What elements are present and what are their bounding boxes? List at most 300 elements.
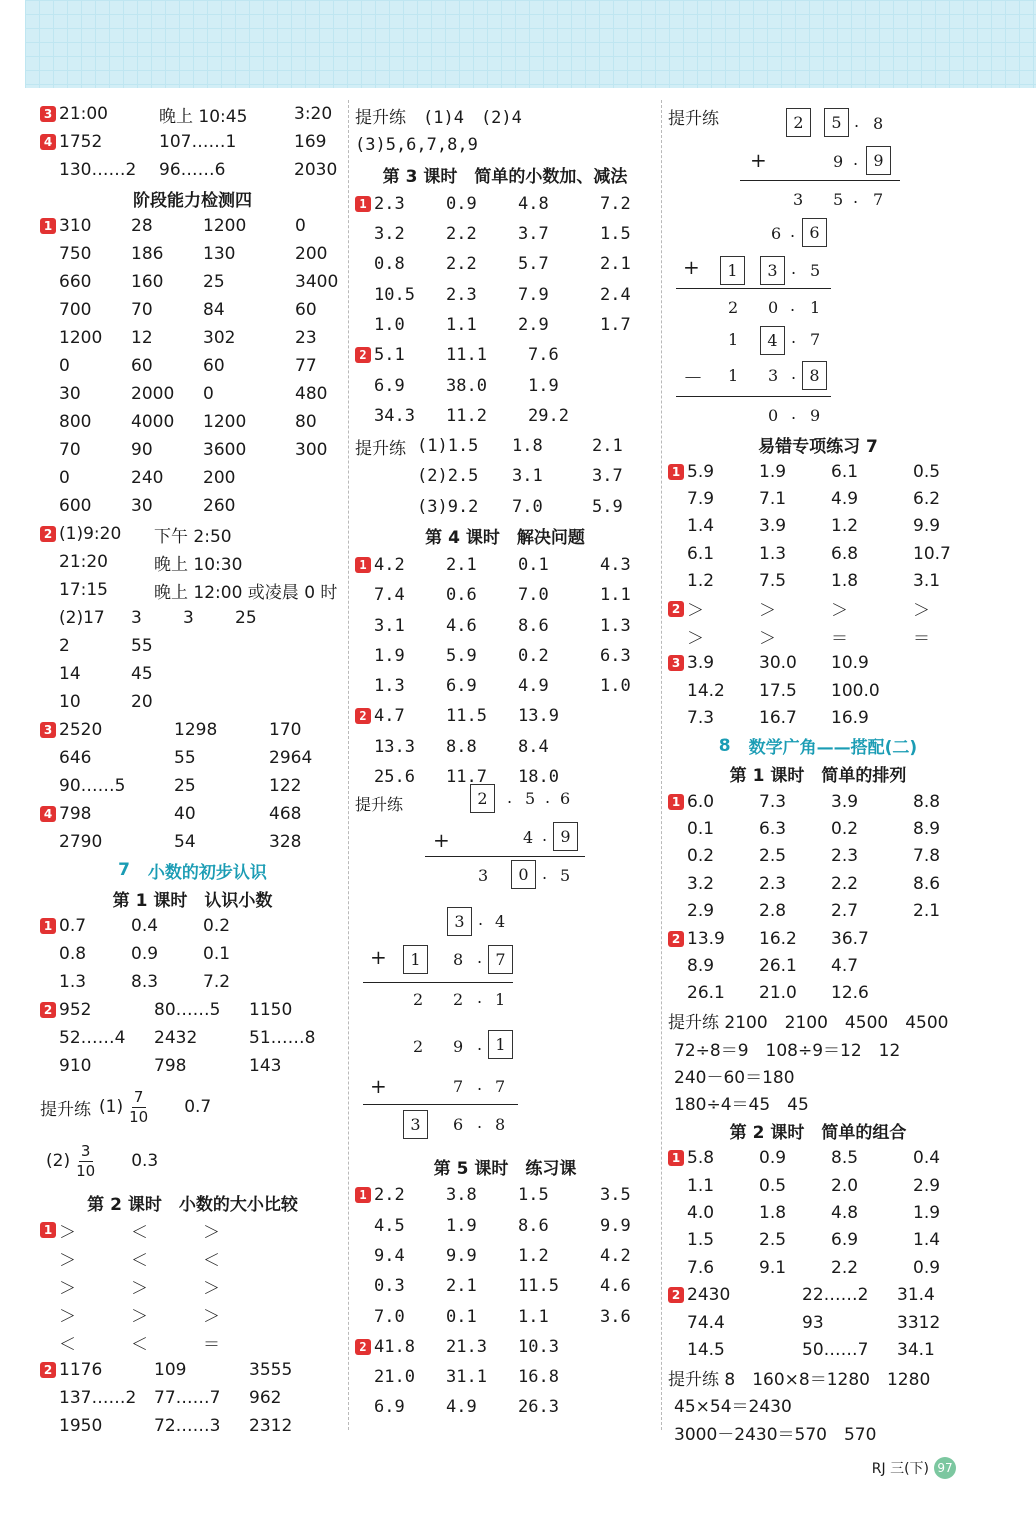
answer-cell: 798: [154, 1056, 187, 1076]
answer-cell: 8.8: [913, 791, 941, 812]
answer-grid: [355, 550, 655, 701]
answer-row: [40, 156, 345, 184]
top-grid-band: [25, 0, 1036, 88]
answer-cell: 4.9: [831, 489, 859, 510]
answer-row: [40, 380, 345, 408]
answer-cell: 1.9: [374, 645, 405, 666]
question-badge: 1: [355, 196, 371, 212]
answer-row: [668, 952, 968, 979]
answer-cell: 4.7: [831, 955, 859, 976]
answer-cell: 3400: [295, 272, 339, 292]
tisheng-row: (3)5,6,7,8,9: [355, 135, 478, 156]
answer-row: [40, 100, 345, 128]
answer-row: [355, 461, 655, 491]
answer-cell: 0: [295, 216, 306, 236]
answer-cell: 7.3: [687, 708, 715, 729]
tisheng-label: 提升练: [355, 438, 406, 459]
answer-cell: 11.2: [446, 405, 487, 426]
answer-cell: 7.1: [759, 489, 787, 510]
answer-cell: 25: [235, 608, 257, 628]
answer-row: [355, 580, 655, 610]
chapter-heading: [40, 856, 345, 884]
answer-cell: 74.4: [687, 1312, 725, 1333]
answer-cell: 0.2: [687, 846, 715, 867]
question-badge: 1: [668, 1150, 684, 1166]
answer-cell: 0.1: [687, 818, 715, 839]
answer-cell: 29.2: [528, 405, 569, 426]
answer-cell: 55: [131, 636, 153, 656]
answer-cell: 60: [295, 300, 317, 320]
tisheng-row: 3000－2430＝570 570: [674, 1424, 877, 1445]
operator: +: [370, 1074, 387, 1099]
answer-cell: 23: [295, 328, 317, 348]
answer-cell: 0: [59, 468, 70, 488]
answer-cell: 21.3: [446, 1336, 487, 1357]
answer-row: [40, 408, 345, 436]
answer-cell: 6.3: [600, 645, 631, 666]
answer-cell: 晚上 10:45: [159, 106, 248, 127]
answer-box: 1: [720, 256, 745, 285]
answer-cell: 0.9: [131, 944, 159, 964]
answer-box: 5: [824, 108, 849, 137]
answer-cell: 41.8: [374, 1336, 415, 1357]
answer-cell: 2: [59, 636, 70, 656]
answer-cell: 10: [59, 692, 81, 712]
tisheng-row: 提升练 2100 2100 4500 4500: [668, 1013, 949, 1034]
operator: +: [370, 945, 387, 970]
answer-cell: 7.4: [374, 585, 405, 606]
answer-cell: 5.1: [374, 345, 405, 366]
answer-cell: 186: [131, 244, 164, 264]
answer-cell: 13.3: [374, 736, 415, 757]
digit: 8: [453, 950, 464, 970]
answer-cell: 45: [131, 664, 153, 684]
answer-cell: ＞: [59, 1306, 76, 1327]
answer-cell: 25.6: [374, 767, 415, 788]
answer-row: [40, 1328, 345, 1356]
answer-cell: 9.9: [446, 1245, 477, 1266]
answer-cell: 130……2: [59, 160, 137, 180]
answer-cell: 2030: [294, 160, 338, 180]
answer-cell: 13.9: [518, 706, 559, 727]
answer-row: [40, 688, 345, 716]
answer-cell: ＞: [203, 1222, 220, 1243]
operator: +: [683, 255, 700, 279]
answer-cell: 2.3: [759, 873, 787, 894]
answer-cell: 20: [131, 692, 153, 712]
answer-row: [40, 1384, 345, 1412]
answer-row: [40, 772, 345, 800]
answer-cell: 14.2: [687, 680, 725, 701]
operator: －: [683, 366, 703, 390]
answer-cell: 5.9: [592, 496, 623, 517]
answer-cell: ＝: [831, 628, 848, 649]
answer-cell: 4.6: [600, 1276, 631, 1297]
lesson-title: 第 2 课时 小数的大小比较: [87, 1194, 298, 1215]
answer-row: [355, 1271, 655, 1301]
answer-cell: 2964: [269, 748, 313, 768]
answer-row: [668, 485, 968, 512]
answer-cell: 1.7: [600, 314, 631, 335]
answer-cell: 16.9: [831, 708, 869, 729]
answer-row: [355, 1211, 655, 1241]
answer-grid: [40, 604, 345, 716]
answer-row: [40, 660, 345, 688]
grade-code: RJ 三(下): [871, 1461, 929, 1477]
answer-cell: (3)9.2: [417, 496, 479, 517]
answer-cell: 5.7: [518, 254, 549, 275]
answer-row: [40, 912, 345, 940]
answer-cell: 1.5: [687, 1230, 715, 1251]
answer-cell: 143: [249, 1056, 282, 1076]
answer-cell: 10.7: [913, 543, 951, 564]
answer-cell: 2.2: [446, 254, 477, 275]
answer-cell: 2.3: [831, 846, 859, 867]
vertical-arithmetic-block: 提升练 2 5 . 8 + 9 . 9 3 5 . 7 6 . 6 + 1 3 . 5 2 0 . 1 1 4 . 7 － 1 3 . 8 0 . 9: [668, 100, 968, 430]
answer-cell: 4.8: [831, 1203, 859, 1224]
answer-cell: 1200: [203, 412, 247, 432]
answer-row: [668, 870, 968, 897]
answer-row: [668, 815, 968, 842]
answer-cell: 12: [131, 328, 153, 348]
answer-cell: (1): [99, 1097, 124, 1117]
answer-cell: 4.2: [600, 1245, 631, 1266]
lesson-title: 第 2 课时 简单的组合: [729, 1123, 907, 1144]
answer-row: [355, 279, 655, 309]
answer-row: [40, 576, 345, 604]
answer-row: [355, 340, 655, 370]
answer-cell: 2790: [59, 832, 103, 852]
answer-cell: 0.6: [446, 585, 477, 606]
answer-cell: 3312: [897, 1312, 941, 1333]
answer-cell: 2.1: [592, 436, 623, 457]
answer-row: [668, 513, 968, 540]
answer-cell: 4000: [131, 412, 175, 432]
answer-cell: 77……7: [154, 1388, 221, 1408]
answer-cell: 0.7: [184, 1097, 212, 1117]
answer-row: [668, 788, 968, 815]
page-number: 97: [934, 1457, 956, 1479]
digit: 6: [560, 789, 571, 809]
answer-row: [355, 671, 655, 701]
answer-cell: 910: [59, 1056, 92, 1076]
answer-cell: 750: [59, 244, 92, 264]
answer-grid: [40, 996, 345, 1080]
answer-cell: 2.1: [446, 555, 477, 575]
answer-cell: 3.9: [687, 653, 715, 674]
question-badge: 1: [40, 918, 56, 934]
answer-cell: 11.5: [518, 1276, 559, 1297]
answer-cell: ＞: [759, 628, 776, 649]
answer-cell: 310: [59, 216, 92, 236]
answer-cell: 2.3: [374, 193, 405, 214]
answer-row: [40, 128, 345, 156]
answer-cell: 25: [203, 272, 225, 292]
answer-cell: 1.0: [374, 314, 405, 335]
answer-cell: 17.5: [759, 680, 797, 701]
question-badge: 2: [668, 1287, 684, 1303]
answer-cell: 468: [269, 804, 302, 824]
answer-cell: 3.2: [374, 224, 405, 245]
answer-cell: 0.3: [374, 1276, 405, 1297]
answer-row: [355, 641, 655, 671]
answer-box: 2: [786, 108, 811, 137]
column-divider: [348, 100, 349, 1430]
answer-cell: 1.2: [687, 571, 715, 592]
digit: 1: [728, 366, 739, 385]
answer-cell: 7.2: [600, 193, 631, 214]
answer-cell: 9.4: [374, 1245, 405, 1266]
digit: 5: [560, 866, 571, 886]
fraction-denominator: 10: [76, 1161, 96, 1180]
answer-cell: 2.2: [831, 873, 859, 894]
answer-cell: 8.4: [518, 736, 549, 757]
fraction: [76, 1141, 96, 1180]
lesson-title: 第 5 课时 练习课: [433, 1158, 577, 1179]
question-badge: 2: [668, 601, 684, 617]
digit: 1: [810, 298, 821, 317]
answer-cell: 1.1: [446, 314, 477, 335]
digit: 0: [768, 406, 779, 425]
answer-row: [40, 1024, 345, 1052]
answer-cell: 0.2: [518, 645, 549, 666]
answer-row: [668, 1309, 968, 1336]
answer-row: [40, 968, 345, 996]
answer-cell: 1.1: [518, 1306, 549, 1327]
answer-row: [40, 520, 345, 548]
tisheng-row: 提升练 8 160×8＝1280 1280: [668, 1369, 931, 1390]
answer-cell: 16.8: [518, 1367, 559, 1388]
answer-cell: ＞: [913, 601, 930, 622]
answer-cell: 2.7: [831, 901, 859, 922]
question-badge: 3: [40, 722, 56, 738]
tisheng-row: 提升练 (1)4 (2)4: [355, 107, 522, 128]
answer-cell: 2.4: [600, 284, 631, 305]
answer-cell: 60: [131, 356, 153, 376]
answer-cell: 7.0: [512, 496, 543, 517]
answer-cell: 7.9: [687, 489, 715, 510]
answer-cell: 21.0: [759, 983, 797, 1004]
answer-cell: 0.4: [913, 1148, 941, 1169]
answer-cell: 1200: [203, 216, 247, 236]
digit: 4: [523, 828, 534, 848]
answer-row: [668, 1172, 968, 1199]
answer-cell: 6.1: [831, 461, 859, 482]
answer-cell: 170: [269, 720, 302, 740]
tisheng-label: 提升练: [355, 795, 404, 815]
answer-row: [668, 705, 968, 732]
answer-cell: 0.3: [131, 1151, 159, 1171]
answer-cell: 8.9: [913, 818, 941, 839]
column-divider: [661, 100, 662, 1430]
chapter-title: 小数的初步认识: [147, 862, 267, 883]
answer-cell: 2.8: [759, 901, 787, 922]
answer-cell: 2.1: [913, 901, 941, 922]
answer-cell: 30: [131, 496, 153, 516]
answer-grid: [355, 701, 655, 792]
answer-cell: 6.9: [831, 1230, 859, 1251]
answer-row: [668, 843, 968, 870]
digit: 3: [478, 866, 489, 886]
answer-cell: 3.9: [759, 516, 787, 537]
answer-cell: 7.0: [518, 585, 549, 606]
answer-cell: 4.8: [518, 193, 549, 214]
digit: 0: [768, 298, 779, 317]
answer-cell: 3.5: [600, 1185, 631, 1206]
answer-cell: 6.2: [913, 489, 941, 510]
answer-cell: 30.0: [759, 653, 797, 674]
answer-cell: 8.9: [687, 955, 715, 976]
answer-cell: 8.8: [446, 736, 477, 757]
answer-cell: 2520: [59, 720, 103, 740]
lesson-title: 第 1 课时 认识小数: [112, 890, 273, 911]
answer-row: [355, 401, 655, 431]
answer-row: [668, 1199, 968, 1226]
answer-cell: 1298: [174, 720, 218, 740]
answer-row: [355, 1362, 655, 1392]
answer-cell: 8.6: [518, 615, 549, 636]
answer-row: [40, 828, 345, 856]
answer-row: [355, 1180, 655, 1210]
chapter-heading: [668, 732, 968, 760]
answer-cell: 14: [59, 664, 81, 684]
answer-grid: [40, 520, 345, 604]
answer-cell: 1.8: [512, 436, 543, 457]
answer-cell: 1950: [59, 1416, 103, 1436]
answer-grid: [40, 1216, 345, 1356]
answer-cell: ＞: [59, 1222, 76, 1243]
answer-cell: ＜: [59, 1334, 76, 1355]
answer-cell: 328: [269, 832, 302, 852]
answer-cell: 7.6: [687, 1257, 715, 1278]
fraction-numerator: 3: [80, 1141, 91, 1160]
answer-cell: 3.1: [374, 615, 405, 636]
answer-cell: 0: [203, 384, 214, 404]
answer-cell: ＞: [759, 601, 776, 622]
answer-cell: 2.1: [446, 1276, 477, 1297]
answer-cell: 21.0: [374, 1367, 415, 1388]
tisheng-row: [40, 1134, 345, 1188]
answer-box: 3: [447, 907, 472, 936]
answer-cell: 0.7: [59, 916, 87, 936]
answer-cell: 31.4: [897, 1285, 935, 1306]
question-badge: 2: [40, 526, 56, 542]
answer-cell: 13.9: [687, 928, 725, 949]
answer-row: [40, 1244, 345, 1272]
answer-cell: 1150: [249, 1000, 293, 1020]
answer-cell: 28: [131, 216, 153, 236]
answer-cell: 109: [154, 1360, 187, 1380]
answer-box: 9: [553, 822, 578, 851]
answer-row: [355, 310, 655, 340]
answer-row: [40, 800, 345, 828]
answer-cell: 12.6: [831, 983, 869, 1004]
digit: 2: [728, 298, 739, 317]
answer-cell: 26.3: [518, 1397, 559, 1418]
answer-cell: 1.3: [59, 972, 87, 992]
digit: 5: [525, 789, 536, 809]
answer-cell: 2.5: [759, 846, 787, 867]
answer-grid: [668, 650, 968, 732]
answer-row: [355, 1392, 655, 1422]
answer-box: 3: [760, 256, 785, 285]
question-badge: 2: [355, 708, 371, 724]
answer-row: [355, 550, 655, 580]
answer-cell: 2.0: [831, 1175, 859, 1196]
answer-row: [668, 650, 968, 677]
answer-cell: 2432: [154, 1028, 198, 1048]
answer-row: [668, 1336, 968, 1363]
answer-box: 1: [488, 1030, 513, 1059]
answer-row: [668, 622, 968, 649]
question-badge: 1: [355, 1187, 371, 1203]
digit: 6: [453, 1115, 464, 1135]
answer-cell: 0.1: [203, 944, 231, 964]
fraction-denominator: 10: [129, 1107, 149, 1126]
chapter-title: 数学广角——搭配(二): [748, 738, 918, 759]
answer-grid: [355, 189, 655, 340]
answer-cell: 50……7: [802, 1340, 869, 1361]
answer-cell: ＜: [131, 1222, 148, 1243]
column-1: [40, 100, 345, 1440]
question-badge: 1: [40, 218, 56, 234]
answer-grid: [668, 458, 968, 595]
answer-cell: 6.9: [374, 1397, 405, 1418]
answer-grid: [40, 716, 345, 800]
question-badge: 4: [40, 134, 56, 150]
answer-cell: 1.4: [913, 1230, 941, 1251]
answer-cell: 7.0: [374, 1306, 405, 1327]
digit: 6: [771, 224, 782, 243]
answer-cell: 1.8: [759, 1203, 787, 1224]
chapter-number: 7: [118, 860, 130, 880]
answer-row: [668, 925, 968, 952]
answer-cell: 3.7: [518, 224, 549, 245]
answer-grid: [668, 595, 968, 650]
answer-cell: 200: [203, 468, 236, 488]
answer-cell: 3600: [203, 440, 247, 460]
answer-cell: ＞: [687, 628, 704, 649]
answer-cell: 7.6: [528, 345, 559, 366]
answer-cell: 11.1: [446, 345, 487, 366]
answer-cell: ＝: [913, 628, 930, 649]
question-badge: 1: [668, 794, 684, 810]
answer-row: [355, 701, 655, 731]
answer-row: [355, 732, 655, 762]
answer-cell: 4.2: [374, 555, 405, 575]
digit: 9: [453, 1037, 464, 1057]
answer-cell: 1.4: [687, 516, 715, 537]
answer-cell: 10.9: [831, 653, 869, 674]
answer-row: [668, 595, 968, 622]
answer-cell: 93: [802, 1312, 824, 1333]
answer-cell: 10.5: [374, 284, 415, 305]
answer-cell: 1.3: [600, 615, 631, 636]
answer-cell: 1.8: [831, 571, 859, 592]
answer-cell: 646: [59, 748, 92, 768]
answer-cell: 84: [203, 300, 225, 320]
answer-cell: 3.9: [831, 791, 859, 812]
answer-row: [355, 610, 655, 640]
answer-cell: 1200: [59, 328, 103, 348]
answer-cell: (2): [46, 1151, 71, 1171]
digit: 8: [873, 114, 884, 133]
answer-cell: 3.1: [512, 466, 543, 487]
answer-cell: 10.3: [518, 1336, 559, 1357]
answer-grid: [355, 1332, 655, 1423]
digit: 3: [793, 190, 804, 209]
answer-cell: 晚上 12:00 或凌晨 0 时: [154, 582, 338, 603]
